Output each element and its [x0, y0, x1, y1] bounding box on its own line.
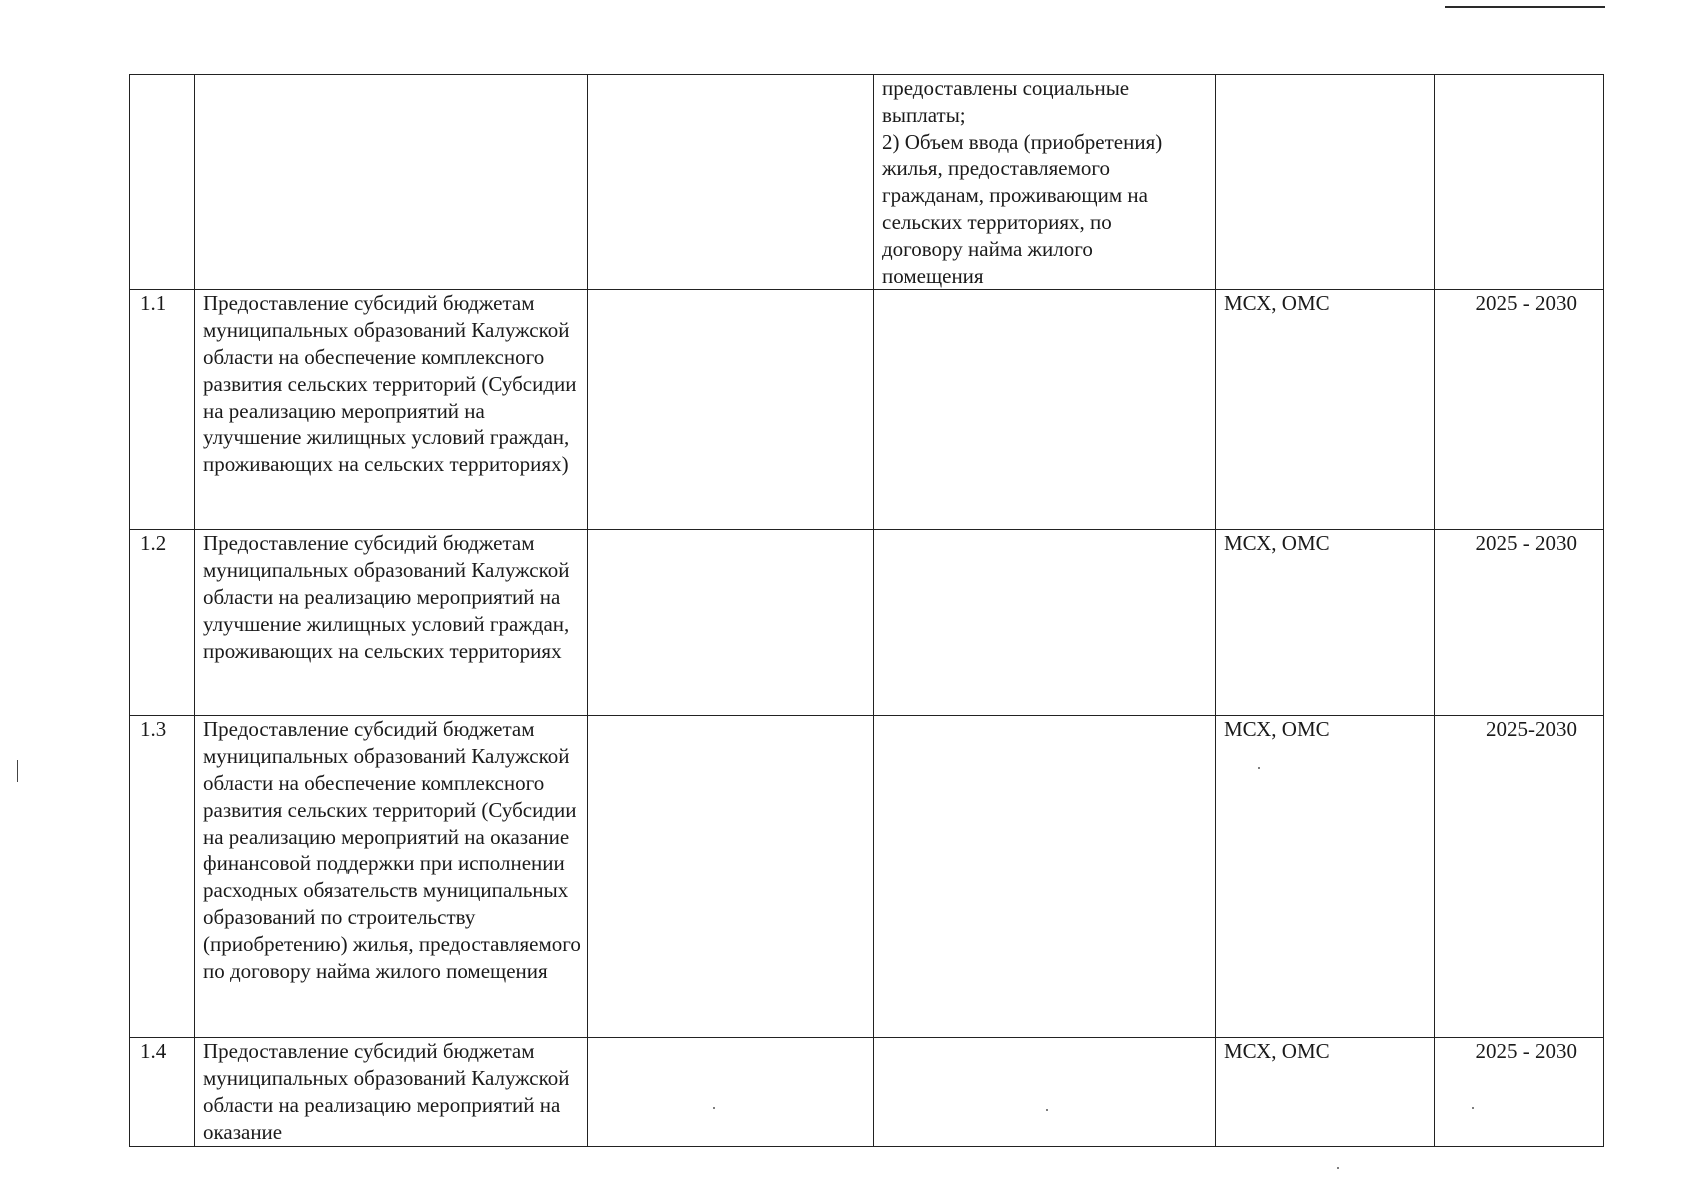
cell-indicator [874, 75, 1216, 290]
cell-empty [874, 716, 1216, 1038]
cell-empty [588, 1038, 874, 1146]
row-period: 2025-2030 [1435, 716, 1604, 1038]
cell-executor [1216, 75, 1435, 290]
cell-period [1435, 75, 1604, 290]
row-executor: МСХ, ОМС [1216, 290, 1435, 530]
cell-number [130, 75, 195, 290]
cell-name [195, 75, 588, 290]
row-number: 1.2 [130, 530, 195, 716]
row-number: 1.1 [130, 290, 195, 530]
row-executor: МСХ, ОМС [1216, 716, 1435, 1038]
cell-empty [874, 530, 1216, 716]
row-executor: МСХ, ОМС [1216, 530, 1435, 716]
row-period: 2025 - 2030 [1435, 530, 1604, 716]
row-name: Предоставление субсидий бюджетам муниципальных образований Калужской области на реализацию мероприятий на улучшение жилищных условий граждан, проживающих на сельских территориях [195, 530, 588, 716]
margin-mark [17, 760, 18, 782]
table-row [130, 530, 1604, 716]
row-period: 2025 - 2030 [1435, 290, 1604, 530]
cell-empty [874, 1038, 1216, 1146]
row-executor: МСХ, ОМС [1216, 1038, 1435, 1146]
cell-empty [588, 716, 874, 1038]
top-rule-line [1445, 6, 1605, 8]
row-name: Предоставление субсидий бюджетам муниципальных образований Калужской области на обеспечение комплексного развития сельских территорий (Субсидии на реализацию мероприятий на оказание финансовой поддержки при исполнении расходных обязательств муниципальных образований по строительству (приобретению) жилья, предоставляемого по договору найма жилого помещения [195, 716, 588, 1038]
table-row-continuation [130, 75, 1604, 290]
indicator-text: предоставлены социальные выплаты; 2) Объем ввода (приобретения) жилья, предоставляемого гражданам, проживающим на сельских территориях, по договору найма жилого помещения [882, 76, 1163, 288]
cell-empty [874, 290, 1216, 530]
row-number: 1.3 [130, 716, 195, 1038]
table-row [130, 716, 1604, 1038]
scan-speck [1337, 1167, 1339, 1169]
row-period: 2025 - 2030 [1435, 1038, 1604, 1146]
cell-empty [588, 530, 874, 716]
row-name: Предоставление субсидий бюджетам муниципальных образований Калужской области на обеспечение комплексного развития сельских территорий (Субсидии на реализацию мероприятий на улучшение жилищных условий граждан, проживающих на сельских территориях) [195, 290, 588, 530]
program-measures-table [129, 74, 1604, 1147]
cell-empty [588, 290, 874, 530]
cell-empty [588, 75, 874, 290]
table-row [130, 290, 1604, 530]
row-number: 1.4 [130, 1038, 195, 1146]
row-name: Предоставление субсидий бюджетам муниципальных образований Калужской области на реализацию мероприятий на оказание [195, 1038, 588, 1146]
table-row [130, 1038, 1604, 1146]
